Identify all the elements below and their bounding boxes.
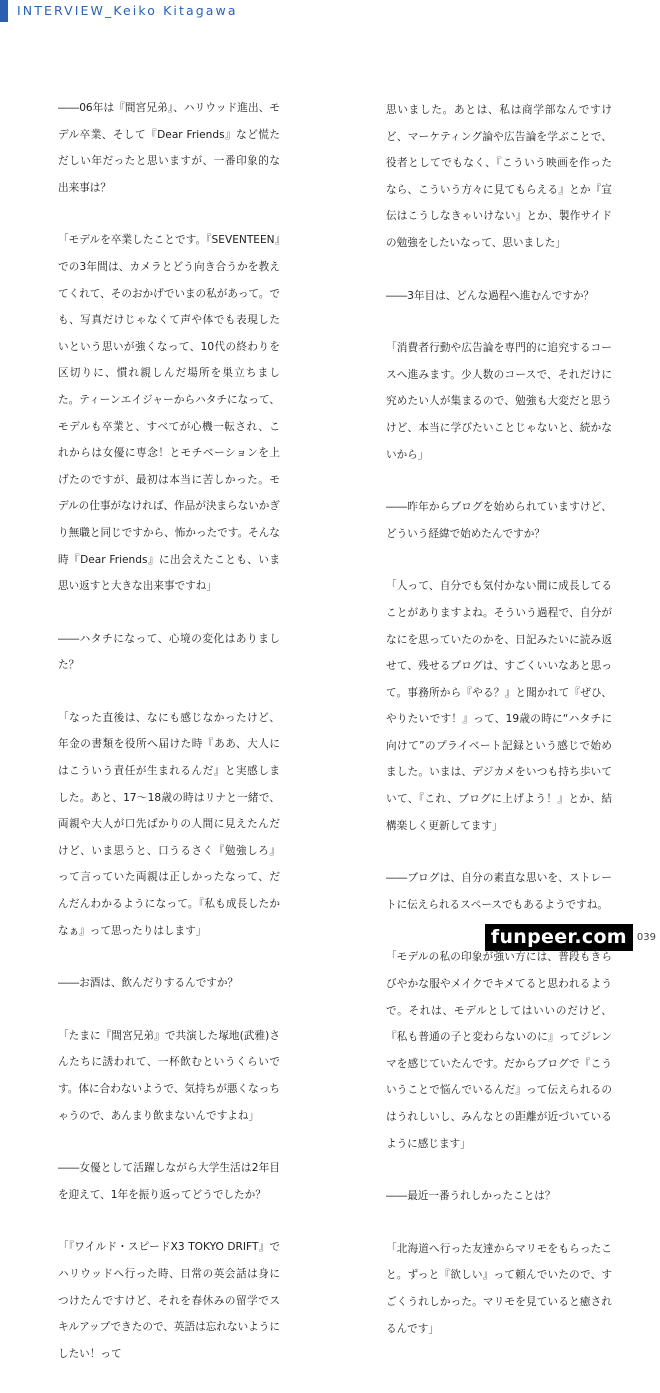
- footer-watermark: [485, 924, 656, 951]
- watermark-logo: funpeer.com: [485, 924, 633, 951]
- question-paragraph: ――ハタチになって、心境の変化はありました？: [58, 632, 280, 672]
- answer-paragraph: 「『ワイルド・スピードX3 TOKYO DRIFT』でハリウッドへ行った時、日常の英会話は身につけたんですけど、それを春休みの留学でスキルアップできたので、英語は忘れないようにしたい！って: [58, 1241, 280, 1360]
- question-paragraph: ――最近一番うれしかったことは？: [386, 1190, 556, 1203]
- answer-paragraph: 「人って、自分でも気付かない間に成長してることがありますよね。そういう過程で、自分がなにを思っていたのかを、日記みたいに読み返せて、残せるブログは、すごくいいなあと思って。事務所から『やる？』と聞かれて『ぜひ、やりたいです！』って、19歳の時に“ハタチに向けて”のプライベート記録という感じで始めました。いまは、デジカメをいつも持ち歩いていて、『これ、ブログに上げよう！』とか、結構楽しく更新してます」: [386, 580, 612, 832]
- question-paragraph: ――06年は『間宮兄弟』、ハリウッド進出、モデル卒業、そして『Dear Friends』など慌ただしい年だったと思いますが、一番印象的な出来事は？: [58, 102, 280, 194]
- answer-paragraph: 思いました。あとは、私は商学部なんですけど、マーケティング論や広告論を学ぶことで、役者としてでもなく、『こういう映画を作ったなら、こういう方々に見てもらえる』とか『宣伝はこうしなきゃいけない』とか、製作サイドの勉強をしたいなって、思いました」: [386, 104, 612, 249]
- question-paragraph: ――お酒は、飲んだりするんですか？: [58, 977, 239, 990]
- question-paragraph: ――女優として活躍しながら大学生活は2年目を迎えて、1年を振り返ってどうでしたか？: [58, 1162, 280, 1201]
- question-paragraph: ――3年目は、どんな過程へ進むんですか？: [386, 289, 595, 302]
- question-paragraph: ――昨年からブログを始められていますけど、どういう経緯で始めたんですか？: [386, 501, 612, 540]
- question-paragraph: ――ブログは、自分の素直な思いを、ストレートに伝えられるスペースでもあるようですね。: [386, 872, 612, 911]
- header-accent-bar: [0, 0, 8, 22]
- answer-paragraph: 「モデルの私の印象が強い方には、普段もきらびやかな服やメイクでキメてると思われるようで。それは、モデルとしてはいいのだけど、『私も普通の子と変わらないのに』ってジレンマを感じていたんです。だからブログで『こういうことで悩んでいるんだ』って伝えられるのはうれしいし、みんなとの距離が近づいているように感じます」: [386, 951, 612, 1150]
- answer-paragraph: 「モデルを卒業したことです。『SEVENTEEN』での3年間は、カメラとどう向き合うかを教えてくれて、そのおかげでいまの私があって。でも、写真だけじゃなくて声や体でも表現したいという思いが強くなって、10代の終わりを区切りに、慣れ親しんだ場所を巣立ちました。ティーンエイジャーからハタチになって、モデルも卒業と、すべてが心機一転され、これからは女優に専念！とモチベーションを上げたのですが、最初は本当に苦しかった。モデルの仕事がなければ、作品が決まらないかぎり無職と同じですから、怖かったです。そんな時『Dear Friends』に出会えたことも、いま思い返すと大きな出来事ですね」: [58, 234, 280, 593]
- left-text-column: [58, 95, 280, 1393]
- right-text-column: [386, 97, 612, 1368]
- page-number: 039: [636, 932, 656, 943]
- page-header-title: INTERVIEW_Keiko Kitagawa: [17, 3, 238, 18]
- answer-paragraph: 「たまに『間宮兄弟』で共演した塚地(武雅)さんたちに誘われて、一杯飲むというくらいです。体に合わないようで、気持ちが悪くなっちゃうので、あんまり飲まないんですよね」: [58, 1029, 280, 1122]
- answer-paragraph: 「消費者行動や広告論を専門的に追究するコースへ進みます。少人数のコースで、それだけに究めたい人が集まるので、勉強も大変だと思うけど、本当に学びたいことじゃないと、続かないから」: [386, 342, 612, 461]
- answer-paragraph: 「北海道へ行った友達からマリモをもらったこと。ずっと『欲しい』って頼んでいたので、すごくうれしかった。マリモを見ていると癒されるんです」: [386, 1242, 612, 1335]
- answer-paragraph: 「なった直後は、なにも感じなかったけど、年金の書類を役所へ届けた時『ああ、大人にはこういう責任が生まれるんだ』と実感しました。あと、17〜18歳の時はリナと一緒で、両親や大人が口先ばかりの人間に見えたんだけど、いま思うと、口うるさく『勉強しろ』って言っていた両親は正しかったなって、だんだんわかるようになって。『私も成長したかなぁ』って思ったりはします」: [58, 711, 280, 937]
